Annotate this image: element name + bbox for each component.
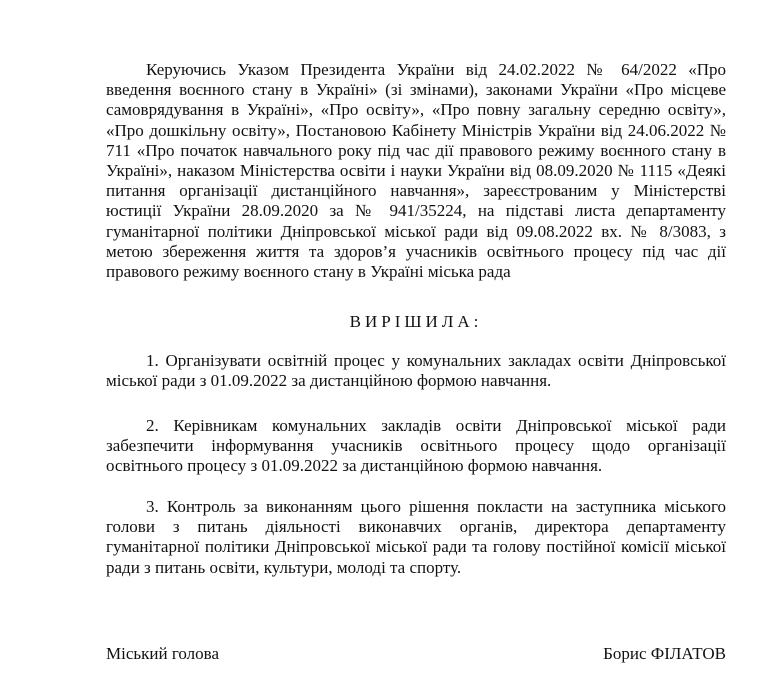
decision-heading: ВИРІШИЛА: (349, 312, 483, 331)
signature-row (106, 644, 726, 664)
decision-item-3: 3. Контроль за виконанням цього рішення покласти на заступника міського голови з питань діяльності виконавчих органів, директора департаменту гуманітарної політики Дніпровської міської ради та голову постійної комісії міської ради з питань освіти, культури, молоді та спорту. (106, 497, 726, 577)
signatory-position: Міський голова (106, 644, 219, 663)
decision-item-1: 1. Організувати освітній процес у комунальних закладах освіти Дніпровської міської ради з 01.09.2022 за дистанційною формою навчання. (106, 351, 726, 391)
preamble-paragraph: Керуючись Указом Президента України від 24.02.2022 № 64/2022 «Про введення воєнного стану в Україні» (зі змінами), законами України «Про місцеве самоврядування в Україні», «Про освіту», «Про повну загальну середню освіту», «Про дошкільну освіту», Постановою Кабінету Міністрів України від 24.06.2022 № 711 «Про початок навчального року під час дії правового режиму воєнного стану в Україні», наказом Міністерства освіти і науки України від 08.09.2020 № 1115 «Деякі питання організації дистанційного навчання», зареєстрованим у Міністерстві юстиції України 28.09.2020 за № 941/35224, на підставі листа департаменту гуманітарної політики Дніпровської міської ради від 09.08.2022 вх. № 8/3083, з метою збереження життя та здоров’я учасників освітнього процесу під час дії правового режиму воєнного стану в Україні міська рада (106, 60, 726, 282)
signatory-name: Борис ФІЛАТОВ (603, 644, 726, 663)
decision-item-2: 2. Керівникам комунальних закладів освіти Дніпровської міської ради забезпечити інформування учасників освітнього процесу щодо організації освітнього процесу з 01.09.2022 за дистанційною формою навчання. (106, 416, 726, 476)
